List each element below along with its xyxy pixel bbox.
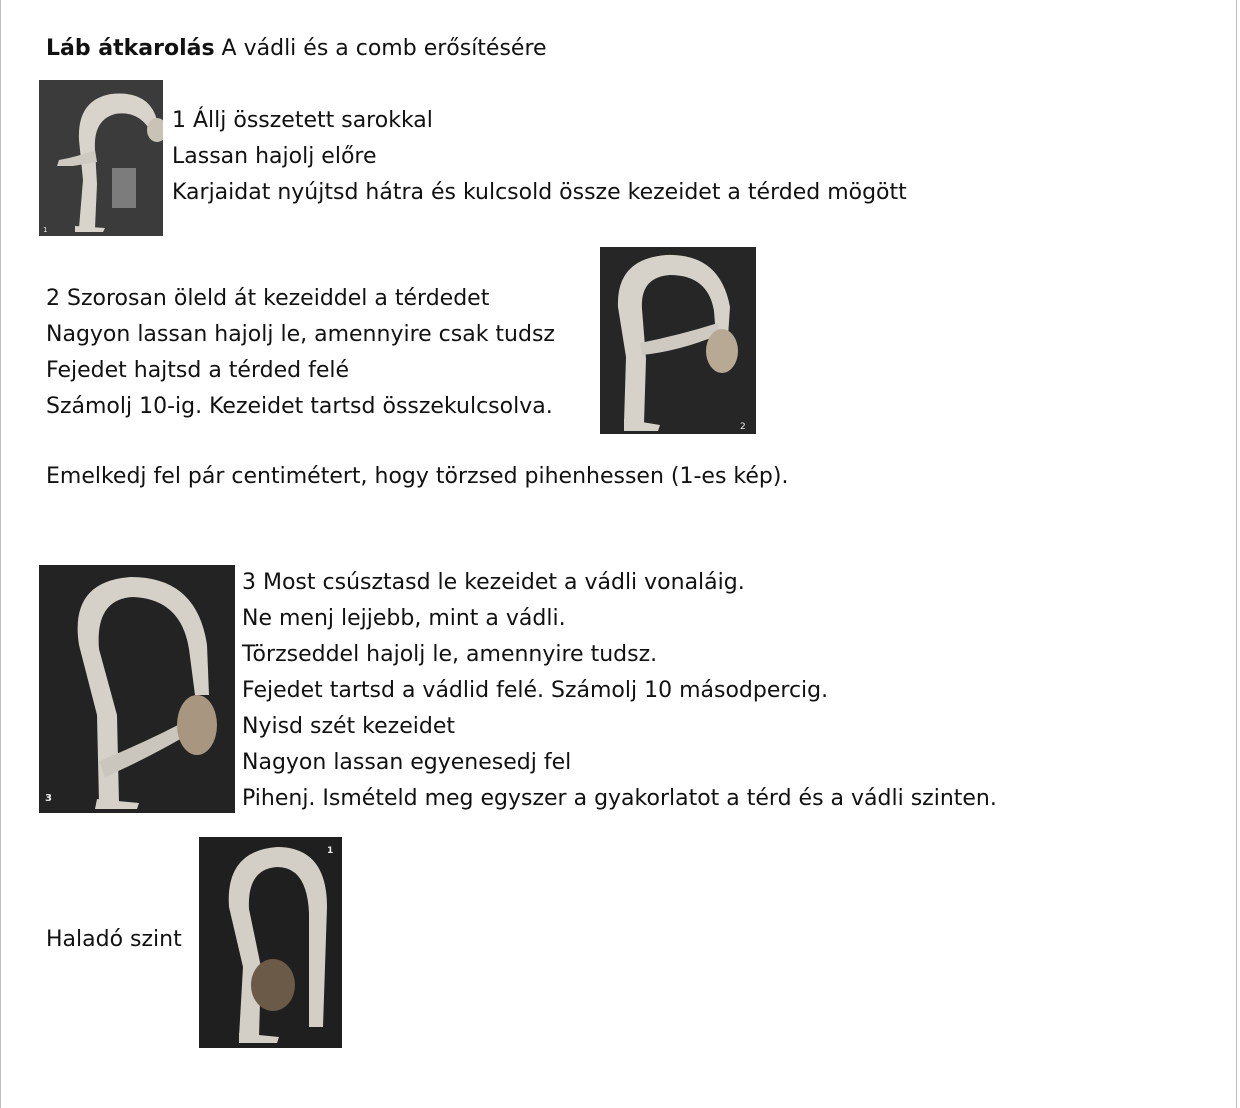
- step3-figure-illustration: [39, 565, 235, 813]
- advanced-photo-number: 1: [327, 846, 334, 856]
- step2-photo-number: 2: [740, 422, 746, 432]
- step2-line-4: Számolj 10-ig. Kezeidet tartsd összekulcsolva.: [46, 394, 553, 419]
- step3-line-7: Pihenj. Ismételd meg egyszer a gyakorlatot a térd és a vádli szinten.: [242, 786, 997, 811]
- page-border-right: [1236, 0, 1237, 1108]
- document-title: [46, 31, 547, 67]
- step2-figure-illustration: [600, 247, 756, 434]
- advanced-figure-illustration: [199, 837, 342, 1048]
- step3-line-2: Ne menj lejjebb, mint a vádli.: [242, 606, 566, 631]
- step1-photo-number: 1: [43, 226, 48, 234]
- title-bold: Láb átkarolás: [46, 36, 215, 61]
- step3-line-6: Nagyon lassan egyenesedj fel: [242, 750, 572, 775]
- step3-text: [242, 565, 997, 817]
- step2-line-1: 2 Szorosan öleld át kezeiddel a térdedet: [46, 286, 490, 311]
- step1-figure-illustration: [39, 80, 163, 236]
- step3-line-4: Fejedet tartsd a vádlid felé. Számolj 10 másodpercig.: [242, 678, 829, 703]
- step1-text: [172, 103, 907, 211]
- advanced-label: Haladó szint: [46, 927, 182, 952]
- step2-photo: [600, 247, 756, 434]
- step1-line-1: 1 Állj összetett sarokkal: [172, 108, 433, 133]
- step1-photo: [39, 80, 163, 236]
- step2-text: [46, 281, 555, 425]
- advanced-photo: [199, 837, 342, 1048]
- step3-line-1: 3 Most csúsztasd le kezeidet a vádli vonaláig.: [242, 570, 745, 595]
- step1-line-2: Lassan hajolj előre: [172, 144, 377, 169]
- step2-line-2: Nagyon lassan hajolj le, amennyire csak tudsz: [46, 322, 555, 347]
- step1-line-3: Karjaidat nyújtsd hátra és kulcsold össze kezeidet a térded mögött: [172, 180, 907, 205]
- step3-photo-number: 3: [45, 793, 52, 804]
- rest-note: Emelkedj fel pár centimétert, hogy törzsed pihenhessen (1-es kép).: [46, 464, 789, 489]
- step3-line-5: Nyisd szét kezeidet: [242, 714, 455, 739]
- step3-line-3: Törzseddel hajolj le, amennyire tudsz.: [242, 642, 658, 667]
- page-border-left: [0, 0, 1, 1108]
- title-subtitle: A vádli és a comb erősítésére: [214, 36, 547, 61]
- step2-line-3: Fejedet hajtsd a térded felé: [46, 358, 350, 383]
- step3-photo: [39, 565, 235, 813]
